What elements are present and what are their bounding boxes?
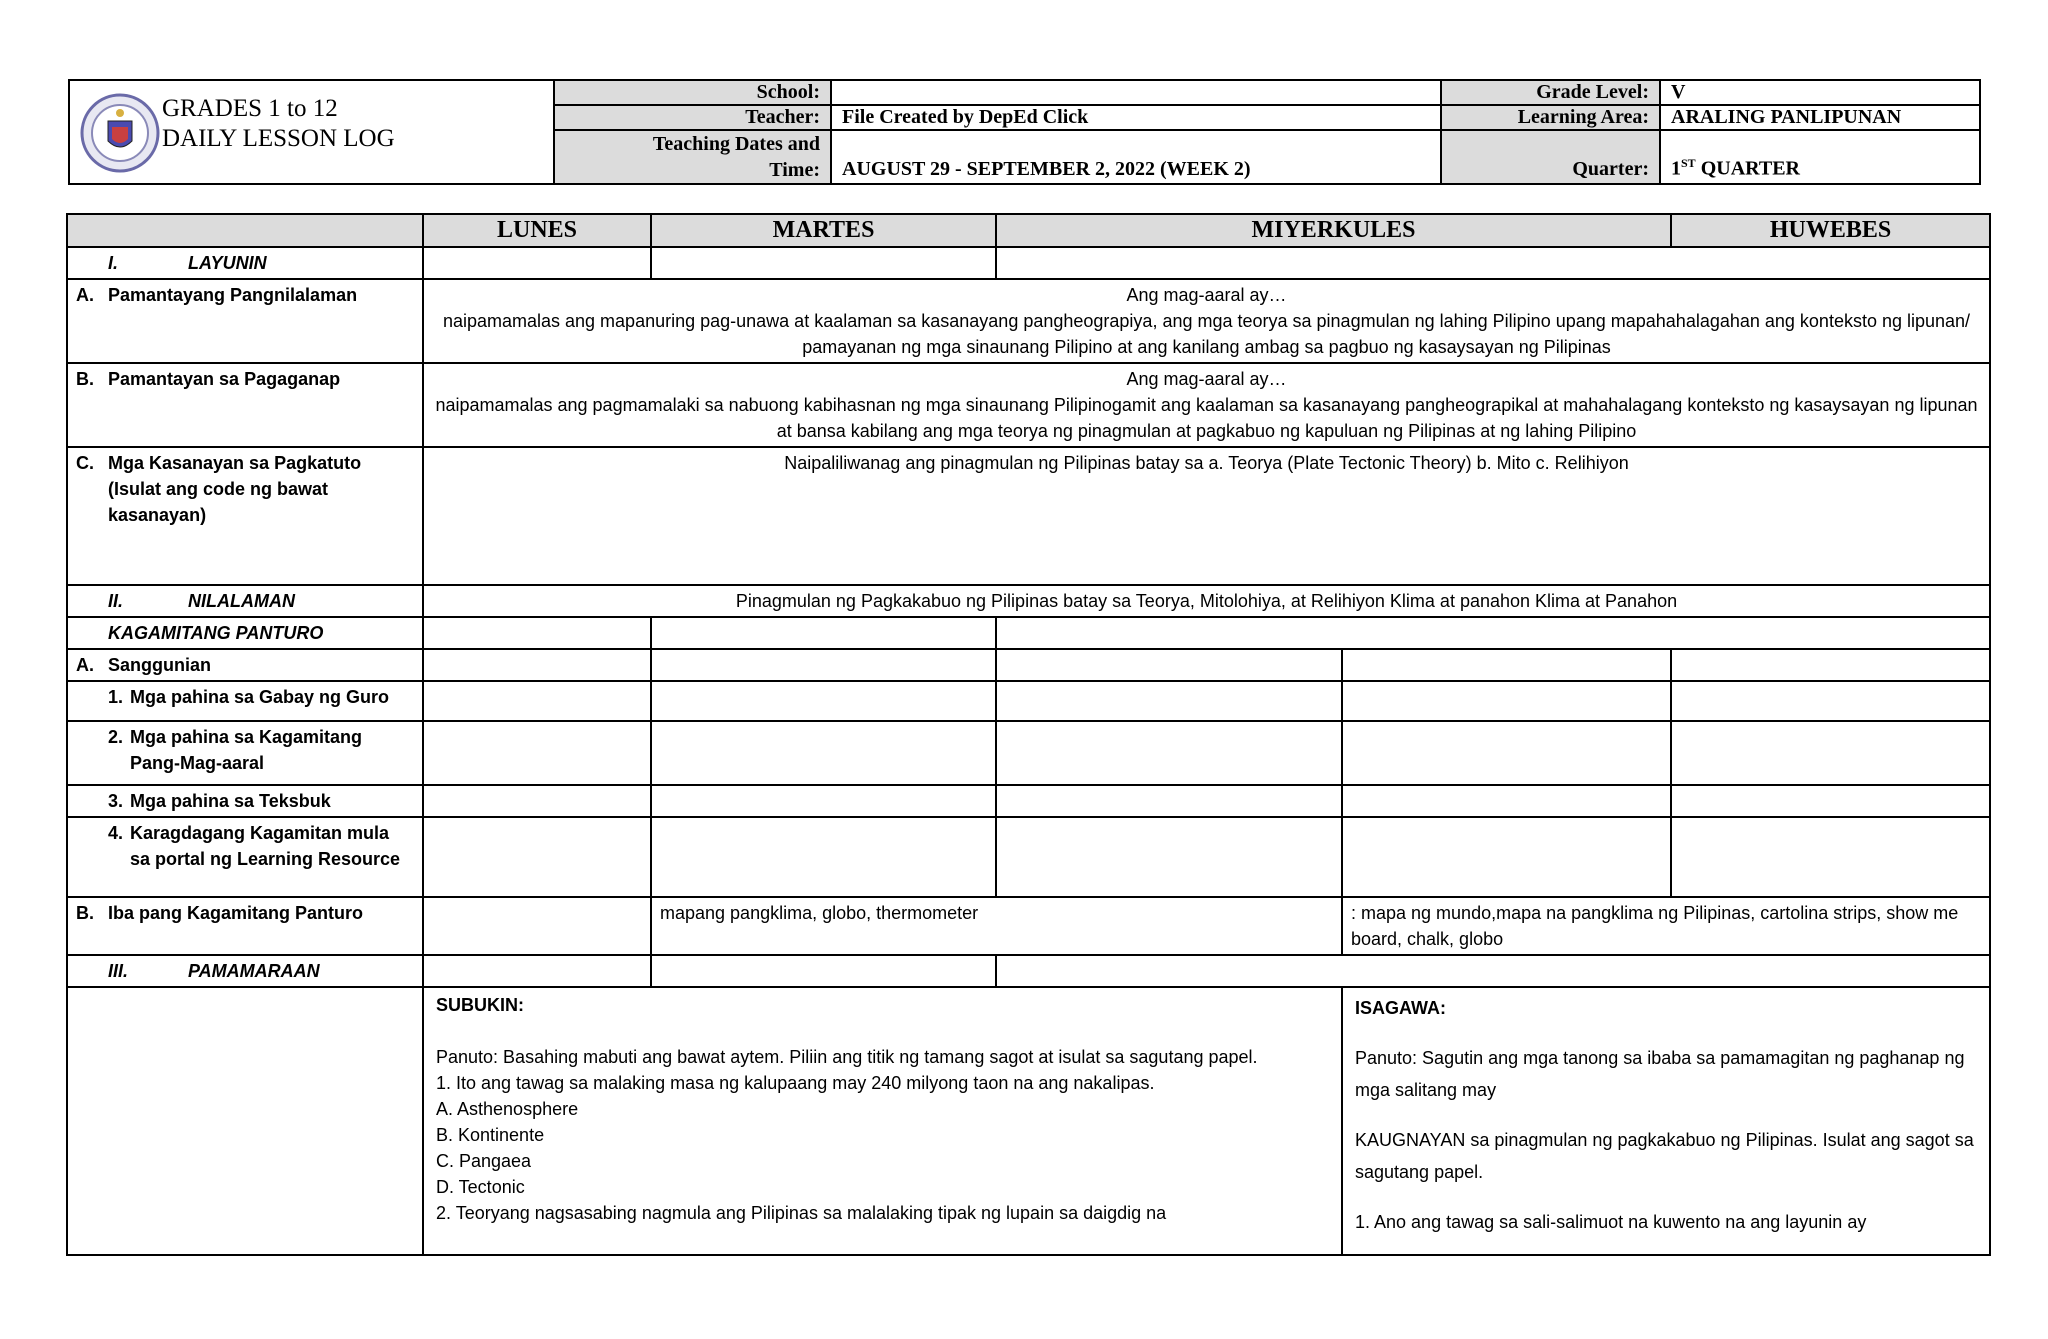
- teacher-label: Teacher:: [554, 105, 831, 130]
- s2-text: Mga pahina sa Kagamitang Pang-Mag-aaral: [130, 727, 363, 773]
- pamantayan-sa-pagaganap-content: [423, 363, 1990, 447]
- cell: [423, 649, 651, 681]
- nilalaman-text: NILALAMAN: [188, 591, 295, 611]
- lesson-log-title-block: [68, 79, 555, 185]
- grade-level-value: V: [1660, 80, 1980, 105]
- cell: [996, 247, 1990, 279]
- iba-pang-kagamitan-label: [67, 897, 423, 955]
- cell: [651, 247, 996, 279]
- s4-number: 4.: [108, 823, 124, 843]
- iba-text: Iba pang Kagamitang Panturo: [108, 903, 364, 923]
- cell: [1671, 817, 1990, 897]
- cell: [996, 721, 1342, 785]
- school-label: School:: [554, 80, 831, 105]
- learning-area-label: Learning Area:: [1441, 105, 1660, 130]
- row-a-intro: Ang mag-aaral ay…: [1126, 285, 1287, 305]
- row-a-text: Pamantayang Pangnilalaman: [108, 285, 358, 305]
- learning-area-value: ARALING PANLIPUNAN: [1660, 105, 1980, 130]
- cell: [423, 681, 651, 721]
- nilalaman-content: Pinagmulan ng Pagkakabuo ng Pilipinas batay sa Teorya, Mitolohiya, at Relihiyon Klima at panahon Klima at Panahon: [423, 585, 1990, 617]
- isagawa-kaugnayan: KAUGNAYAN sa pinagmulan ng pagkakabuo ng Pilipinas. Isulat ang sagot sa sagutang papel.: [1355, 1130, 1974, 1182]
- teaching-dates-label-line1: Teaching Dates and: [652, 133, 820, 155]
- grade-level-label: Grade Level:: [1441, 80, 1660, 105]
- quarter-label: Quarter:: [1441, 130, 1660, 184]
- cell: [651, 649, 996, 681]
- s1-text: Mga pahina sa Gabay ng Guro: [130, 687, 390, 707]
- learning-resource-label: [67, 817, 423, 897]
- isagawa-heading: ISAGAWA:: [1355, 998, 1447, 1018]
- row-a-body: naipamamalas ang mapanuring pag-unawa at kaalaman sa kasanayang pangheograpiya, ang mga teorya sa pinagmulan ng lahing Pilipino upang mapahahalagahan ang konteksto ng lipunan/ pamayanan ng mga sinaunang Pilipino at ang kanilang ambag sa pagbuo ng kasaysayan ng Pilipinas: [442, 311, 1971, 357]
- cell: [423, 817, 651, 897]
- iba-letter: B.: [76, 903, 94, 923]
- corner-header: [67, 214, 423, 247]
- cell: [67, 987, 423, 1255]
- cell: [1342, 785, 1671, 817]
- kagamitang-panturo-label: KAGAMITANG PANTURO: [67, 617, 423, 649]
- subukin-question-1: 1. Ito ang tawag sa malaking masa ng kalupaang may 240 milyong taon na ang nakalipas.: [436, 1073, 1155, 1093]
- pamantayang-pangnilalaman-content: [423, 279, 1990, 363]
- isagawa-question-1: 1. Ano ang tawag sa sali-salimuot na kuwento na ang layunin ay: [1355, 1212, 1867, 1232]
- teaching-dates-label-line2: Time:: [769, 159, 820, 181]
- cell: [651, 955, 996, 987]
- kasanayan-content: Naipaliliwanag ang pinagmulan ng Pilipinas batay sa a. Teorya (Plate Tectonic Theory) b. Mito c. Relihiyon: [423, 447, 1990, 585]
- cell: [1342, 721, 1671, 785]
- deped-seal-icon: [80, 91, 160, 175]
- quarter-text: QUARTER: [1695, 158, 1800, 180]
- cell: [996, 817, 1342, 897]
- teaching-dates-label: [554, 130, 831, 184]
- day-header-huwebes: HUWEBES: [1671, 214, 1990, 247]
- row-c-letter: C.: [76, 453, 94, 473]
- row-b-body: naipamamalas ang pagmamalaki sa nabuong kabihasnan ng mga sinaunang Pilipinogamit ang kaalaman sa kasanayang pangheograpikal at mahahalagang konteksto ng kasaysayan ng lipunan at bansa kabilang ang mga teorya ng pinagmulan at pagkabuo ng kapuluan ng Pilipinas at ng lahing Pilipino: [435, 395, 1978, 441]
- school-value: [831, 80, 1441, 105]
- cell: [423, 785, 651, 817]
- nilalaman-label: [67, 585, 423, 617]
- subukin-panuto: Panuto: Basahing mabuti ang bawat aytem. Piliin ang titik ng tamang sagot at isulat sa sagutang papel.: [436, 1047, 1258, 1067]
- cell: [423, 955, 651, 987]
- subukin-content: [423, 987, 1342, 1255]
- cell: [651, 617, 996, 649]
- pamantayang-pangnilalaman-label: [67, 279, 423, 363]
- cell: [651, 785, 996, 817]
- day-header-lunes: LUNES: [423, 214, 651, 247]
- pamamaraan-text: PAMAMARAAN: [188, 961, 320, 981]
- subukin-heading: SUBUKIN:: [436, 995, 524, 1015]
- iba-huwebes-content: : mapa ng mundo,mapa na pangklima ng Pilipinas, cartolina strips, show me board, chalk, globo: [1342, 897, 1990, 955]
- row-b-text: Pamantayan sa Pagaganap: [108, 369, 341, 389]
- day-header-martes: MARTES: [651, 214, 996, 247]
- gabay-guro-label: [67, 681, 423, 721]
- pamamaraan-label: [67, 955, 423, 987]
- sanggunian-label: [67, 649, 423, 681]
- cell: [651, 817, 996, 897]
- sanggunian-text: Sanggunian: [108, 655, 211, 675]
- sanggunian-letter: A.: [76, 655, 94, 675]
- title-line-2: DAILY LESSON LOG: [162, 125, 395, 152]
- s3-number: 3.: [108, 791, 124, 811]
- teksbuk-label: [67, 785, 423, 817]
- subukin-question-2: 2. Teoryang nagsasabing nagmula ang Pilipinas sa malalaking tipak ng lupain sa daigdig na: [436, 1203, 1167, 1223]
- pamamaraan-number: III.: [108, 961, 129, 981]
- cell: [1342, 817, 1671, 897]
- cell: [1671, 785, 1990, 817]
- pamantayan-sa-pagaganap-label: [67, 363, 423, 447]
- cell: [996, 681, 1342, 721]
- cell: [996, 617, 1990, 649]
- cell: [996, 649, 1342, 681]
- layunin-text: LAYUNIN: [188, 253, 267, 273]
- s1-number: 1.: [108, 687, 124, 707]
- cell: [651, 681, 996, 721]
- cell: [996, 955, 1990, 987]
- cell: [996, 785, 1342, 817]
- quarter-number: 1: [1671, 158, 1681, 180]
- cell: [1671, 649, 1990, 681]
- quarter-value: [1660, 130, 1980, 184]
- row-b-letter: B.: [76, 369, 94, 389]
- teacher-value: File Created by DepEd Click: [831, 105, 1441, 130]
- day-header-miyerkules: MIYERKULES: [996, 214, 1671, 247]
- isagawa-content: [1342, 987, 1990, 1255]
- cell: [1342, 649, 1671, 681]
- isagawa-panuto: Panuto: Sagutin ang mga tanong sa ibaba sa pamamagitan ng paghanap ng mga salitang may: [1355, 1048, 1965, 1100]
- subukin-choice-a: A. Asthenosphere: [436, 1099, 579, 1119]
- title-line-1: GRADES 1 to 12: [162, 95, 338, 122]
- kagamitang-mag-aaral-label: [67, 721, 423, 785]
- s3-text: Mga pahina sa Teksbuk: [130, 791, 331, 811]
- quarter-superscript: ST: [1681, 156, 1696, 171]
- kasanayan-label: [67, 447, 423, 585]
- teaching-dates-value: AUGUST 29 - SEPTEMBER 2, 2022 (WEEK 2): [831, 130, 1441, 184]
- s2-number: 2.: [108, 727, 124, 747]
- cell: [1342, 681, 1671, 721]
- layunin-number: I.: [108, 253, 119, 273]
- s4-text: Karagdagang Kagamitan mula sa portal ng Learning Resource: [130, 823, 401, 869]
- row-b-intro: Ang mag-aaral ay…: [1126, 369, 1287, 389]
- cell: [1671, 681, 1990, 721]
- cell: [423, 721, 651, 785]
- iba-martes-content: mapang pangklima, globo, thermometer: [651, 897, 1342, 955]
- cell: [651, 721, 996, 785]
- subukin-choice-b: B. Kontinente: [436, 1125, 545, 1145]
- lesson-grid: [66, 213, 1991, 1256]
- layunin-label: [67, 247, 423, 279]
- nilalaman-number: II.: [108, 591, 124, 611]
- cell: [423, 617, 651, 649]
- row-c-text: Mga Kasanayan sa Pagkatuto (Isulat ang code ng bawat kasanayan): [108, 453, 362, 525]
- row-a-letter: A.: [76, 285, 94, 305]
- subukin-choice-c: C. Pangaea: [436, 1151, 532, 1171]
- cell: [423, 247, 651, 279]
- header-info-table: [553, 79, 1981, 185]
- subukin-choice-d: D. Tectonic: [436, 1177, 525, 1197]
- cell: [1671, 721, 1990, 785]
- cell: [423, 897, 651, 955]
